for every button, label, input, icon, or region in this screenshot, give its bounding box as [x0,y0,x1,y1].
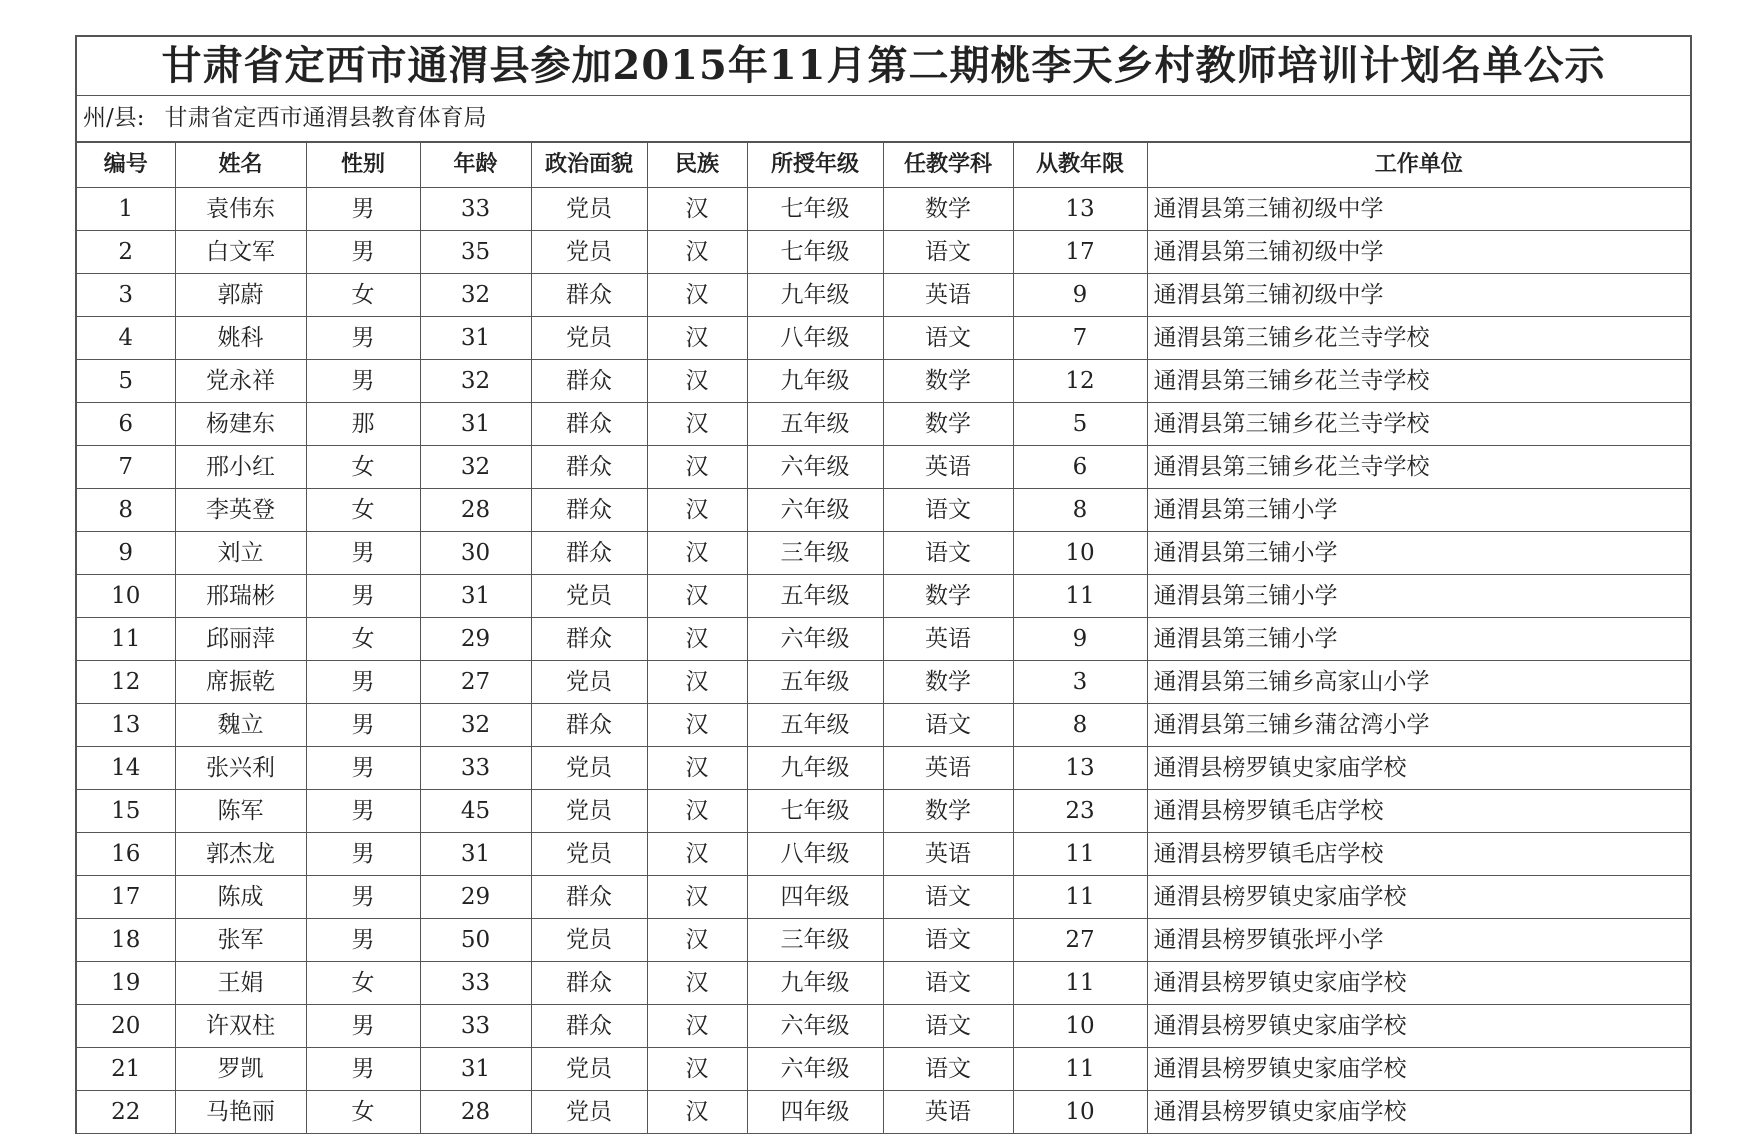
table-row [77,704,1690,747]
cell-col-workplace: 通渭县榜罗镇毛店学校 [1147,790,1690,833]
cell-col-subject: 英语 [883,747,1013,790]
cell-col-political: 党员 [531,1048,647,1091]
cell-col-years: 12 [1013,360,1147,403]
cell-col-ethnicity: 汉 [647,532,747,575]
cell-col-subject: 语文 [883,1048,1013,1091]
cell-col-id: 8 [77,489,175,532]
cell-col-name: 陈军 [175,790,306,833]
cell-col-grade: 四年级 [747,1091,883,1134]
cell-col-years: 23 [1013,790,1147,833]
cell-col-workplace: 通渭县第三铺乡高家山小学 [1147,661,1690,704]
cell-col-age: 31 [420,317,531,360]
cell-col-grade: 六年级 [747,1048,883,1091]
cell-col-subject: 语文 [883,317,1013,360]
cell-col-name: 李英登 [175,489,306,532]
cell-col-grade: 七年级 [747,231,883,274]
cell-col-name: 魏立 [175,704,306,747]
cell-col-age: 27 [420,661,531,704]
cell-col-id: 9 [77,532,175,575]
cell-col-id: 1 [77,188,175,231]
cell-col-workplace: 通渭县榜罗镇史家庙学校 [1147,747,1690,790]
cell-col-gender: 女 [306,489,420,532]
cell-col-ethnicity: 汉 [647,661,747,704]
cell-col-subject: 语文 [883,532,1013,575]
table-row [77,274,1690,317]
cell-col-age: 33 [420,962,531,1005]
cell-col-grade: 三年级 [747,919,883,962]
cell-col-subject: 语文 [883,231,1013,274]
cell-col-name: 张兴利 [175,747,306,790]
table-row [77,747,1690,790]
cell-col-id: 6 [77,403,175,446]
cell-col-years: 6 [1013,446,1147,489]
cell-col-name: 许双柱 [175,1005,306,1048]
cell-col-political: 群众 [531,704,647,747]
cell-col-gender: 男 [306,231,420,274]
cell-col-political: 党员 [531,575,647,618]
cell-col-workplace: 通渭县榜罗镇史家庙学校 [1147,1048,1690,1091]
header-col-ethnicity: 民族 [647,143,747,188]
cell-col-grade: 七年级 [747,188,883,231]
header-col-id: 编号 [77,143,175,188]
cell-col-workplace: 通渭县第三铺乡花兰寺学校 [1147,317,1690,360]
cell-col-political: 党员 [531,317,647,360]
cell-col-years: 9 [1013,274,1147,317]
cell-col-workplace: 通渭县第三铺小学 [1147,575,1690,618]
cell-col-gender: 男 [306,575,420,618]
cell-col-political: 党员 [531,1091,647,1134]
cell-col-name: 杨建东 [175,403,306,446]
cell-col-gender: 男 [306,532,420,575]
table-row [77,790,1690,833]
table-row [77,360,1690,403]
cell-col-id: 20 [77,1005,175,1048]
cell-col-years: 10 [1013,1005,1147,1048]
cell-col-workplace: 通渭县第三铺小学 [1147,532,1690,575]
cell-col-ethnicity: 汉 [647,446,747,489]
cell-col-ethnicity: 汉 [647,919,747,962]
cell-col-ethnicity: 汉 [647,317,747,360]
cell-col-political: 群众 [531,403,647,446]
cell-col-age: 45 [420,790,531,833]
cell-col-years: 10 [1013,1091,1147,1134]
cell-col-grade: 五年级 [747,575,883,618]
cell-col-workplace: 通渭县第三铺初级中学 [1147,274,1690,317]
table-row [77,1005,1690,1048]
cell-col-gender: 男 [306,919,420,962]
cell-col-id: 21 [77,1048,175,1091]
table-row [77,962,1690,1005]
cell-col-ethnicity: 汉 [647,575,747,618]
cell-col-age: 33 [420,1005,531,1048]
cell-col-id: 5 [77,360,175,403]
cell-col-id: 17 [77,876,175,919]
cell-col-age: 33 [420,747,531,790]
cell-col-workplace: 通渭县第三铺初级中学 [1147,188,1690,231]
cell-col-ethnicity: 汉 [647,360,747,403]
cell-col-workplace: 通渭县第三铺小学 [1147,618,1690,661]
region-value: 甘肃省定西市通渭县教育体育局 [164,105,487,131]
cell-col-years: 10 [1013,532,1147,575]
cell-col-ethnicity: 汉 [647,704,747,747]
cell-col-name: 张军 [175,919,306,962]
cell-col-id: 2 [77,231,175,274]
cell-col-political: 党员 [531,231,647,274]
cell-col-gender: 那 [306,403,420,446]
cell-col-grade: 八年级 [747,833,883,876]
cell-col-age: 30 [420,532,531,575]
header-col-political: 政治面貌 [531,143,647,188]
cell-col-grade: 六年级 [747,446,883,489]
cell-col-name: 王娟 [175,962,306,1005]
cell-col-political: 群众 [531,446,647,489]
cell-col-ethnicity: 汉 [647,1048,747,1091]
cell-col-subject: 语文 [883,1005,1013,1048]
table-row [77,876,1690,919]
cell-col-political: 群众 [531,274,647,317]
cell-col-subject: 语文 [883,962,1013,1005]
table-row [77,661,1690,704]
cell-col-ethnicity: 汉 [647,188,747,231]
cell-col-years: 11 [1013,962,1147,1005]
page-title: 甘肃省定西市通渭县参加2015年11月第二期桃李天乡村教师培训计划名单公示 [77,37,1690,96]
cell-col-name: 罗凯 [175,1048,306,1091]
cell-col-id: 16 [77,833,175,876]
cell-col-workplace: 通渭县第三铺乡花兰寺学校 [1147,446,1690,489]
header-col-gender: 性别 [306,143,420,188]
cell-col-grade: 九年级 [747,747,883,790]
cell-col-years: 11 [1013,575,1147,618]
cell-col-political: 党员 [531,188,647,231]
cell-col-ethnicity: 汉 [647,747,747,790]
cell-col-age: 29 [420,876,531,919]
cell-col-workplace: 通渭县榜罗镇史家庙学校 [1147,876,1690,919]
cell-col-grade: 六年级 [747,1005,883,1048]
cell-col-years: 8 [1013,489,1147,532]
cell-col-gender: 男 [306,317,420,360]
cell-col-years: 11 [1013,1048,1147,1091]
cell-col-name: 姚科 [175,317,306,360]
cell-col-workplace: 通渭县第三铺小学 [1147,489,1690,532]
cell-col-grade: 五年级 [747,704,883,747]
cell-col-years: 27 [1013,919,1147,962]
cell-col-id: 11 [77,618,175,661]
cell-col-name: 邢瑞彬 [175,575,306,618]
table-row [77,446,1690,489]
cell-col-id: 13 [77,704,175,747]
cell-col-age: 28 [420,1091,531,1134]
cell-col-grade: 九年级 [747,360,883,403]
cell-col-age: 33 [420,188,531,231]
cell-col-gender: 男 [306,661,420,704]
table-row [77,403,1690,446]
cell-col-grade: 六年级 [747,489,883,532]
cell-col-age: 31 [420,403,531,446]
cell-col-subject: 语文 [883,704,1013,747]
cell-col-political: 群众 [531,489,647,532]
table-row [77,1048,1690,1091]
cell-col-political: 群众 [531,962,647,1005]
cell-col-gender: 男 [306,704,420,747]
header-col-name: 姓名 [175,143,306,188]
cell-col-age: 32 [420,360,531,403]
table-row [77,618,1690,661]
cell-col-id: 15 [77,790,175,833]
cell-col-years: 8 [1013,704,1147,747]
cell-col-workplace: 通渭县第三铺乡蒲岔湾小学 [1147,704,1690,747]
cell-col-political: 群众 [531,532,647,575]
cell-col-gender: 男 [306,1048,420,1091]
cell-col-ethnicity: 汉 [647,833,747,876]
teacher-table [77,143,1690,1134]
cell-col-gender: 男 [306,833,420,876]
cell-col-gender: 女 [306,962,420,1005]
cell-col-subject: 英语 [883,446,1013,489]
cell-col-political: 党员 [531,747,647,790]
table-row [77,575,1690,618]
cell-col-subject: 语文 [883,489,1013,532]
cell-col-subject: 数学 [883,360,1013,403]
cell-col-name: 席振乾 [175,661,306,704]
cell-col-years: 17 [1013,231,1147,274]
cell-col-name: 刘立 [175,532,306,575]
cell-col-political: 党员 [531,790,647,833]
cell-col-id: 18 [77,919,175,962]
cell-col-workplace: 通渭县榜罗镇史家庙学校 [1147,1091,1690,1134]
cell-col-id: 4 [77,317,175,360]
cell-col-years: 7 [1013,317,1147,360]
table-header-row [77,143,1690,188]
header-col-age: 年龄 [420,143,531,188]
cell-col-years: 11 [1013,876,1147,919]
cell-col-gender: 女 [306,274,420,317]
cell-col-id: 3 [77,274,175,317]
cell-col-ethnicity: 汉 [647,231,747,274]
table-row [77,1091,1690,1134]
cell-col-political: 群众 [531,618,647,661]
cell-col-id: 14 [77,747,175,790]
cell-col-ethnicity: 汉 [647,876,747,919]
cell-col-subject: 数学 [883,188,1013,231]
cell-col-age: 29 [420,618,531,661]
cell-col-grade: 八年级 [747,317,883,360]
cell-col-name: 党永祥 [175,360,306,403]
cell-col-political: 党员 [531,661,647,704]
cell-col-gender: 男 [306,790,420,833]
cell-col-political: 群众 [531,1005,647,1048]
cell-col-political: 党员 [531,833,647,876]
table-body [77,188,1690,1134]
cell-col-years: 13 [1013,747,1147,790]
cell-col-subject: 数学 [883,403,1013,446]
cell-col-subject: 英语 [883,833,1013,876]
cell-col-name: 袁伟东 [175,188,306,231]
cell-col-ethnicity: 汉 [647,618,747,661]
cell-col-subject: 英语 [883,618,1013,661]
table-row [77,532,1690,575]
cell-col-workplace: 通渭县榜罗镇毛店学校 [1147,833,1690,876]
header-col-grade: 所授年级 [747,143,883,188]
cell-col-name: 郭杰龙 [175,833,306,876]
cell-col-age: 28 [420,489,531,532]
cell-col-age: 31 [420,833,531,876]
cell-col-age: 35 [420,231,531,274]
header-col-workplace: 工作单位 [1147,143,1690,188]
cell-col-gender: 男 [306,876,420,919]
cell-col-gender: 女 [306,1091,420,1134]
cell-col-years: 9 [1013,618,1147,661]
cell-col-ethnicity: 汉 [647,489,747,532]
cell-col-workplace: 通渭县第三铺乡花兰寺学校 [1147,403,1690,446]
cell-col-gender: 女 [306,446,420,489]
cell-col-years: 13 [1013,188,1147,231]
cell-col-ethnicity: 汉 [647,1005,747,1048]
cell-col-gender: 男 [306,747,420,790]
cell-col-age: 31 [420,575,531,618]
cell-col-age: 50 [420,919,531,962]
table-row [77,317,1690,360]
roster-sheet [75,35,1692,1134]
cell-col-ethnicity: 汉 [647,962,747,1005]
cell-col-id: 12 [77,661,175,704]
cell-col-name: 邱丽萍 [175,618,306,661]
cell-col-id: 22 [77,1091,175,1134]
table-row [77,833,1690,876]
cell-col-id: 7 [77,446,175,489]
cell-col-grade: 七年级 [747,790,883,833]
region-line [77,96,1690,143]
cell-col-gender: 男 [306,1005,420,1048]
cell-col-political: 群众 [531,876,647,919]
table-row [77,919,1690,962]
cell-col-gender: 男 [306,188,420,231]
cell-col-subject: 数学 [883,661,1013,704]
header-col-subject: 任教学科 [883,143,1013,188]
cell-col-age: 32 [420,704,531,747]
cell-col-years: 3 [1013,661,1147,704]
cell-col-ethnicity: 汉 [647,1091,747,1134]
cell-col-subject: 语文 [883,876,1013,919]
cell-col-grade: 五年级 [747,403,883,446]
cell-col-workplace: 通渭县榜罗镇张坪小学 [1147,919,1690,962]
cell-col-id: 19 [77,962,175,1005]
cell-col-ethnicity: 汉 [647,790,747,833]
cell-col-workplace: 通渭县榜罗镇史家庙学校 [1147,962,1690,1005]
cell-col-years: 5 [1013,403,1147,446]
cell-col-subject: 英语 [883,1091,1013,1134]
cell-col-grade: 九年级 [747,962,883,1005]
cell-col-grade: 三年级 [747,532,883,575]
cell-col-name: 陈成 [175,876,306,919]
cell-col-workplace: 通渭县榜罗镇史家庙学校 [1147,1005,1690,1048]
cell-col-age: 31 [420,1048,531,1091]
cell-col-name: 邢小红 [175,446,306,489]
cell-col-grade: 九年级 [747,274,883,317]
region-label: 州/县: [83,105,145,131]
cell-col-name: 白文军 [175,231,306,274]
cell-col-age: 32 [420,446,531,489]
cell-col-grade: 四年级 [747,876,883,919]
cell-col-name: 马艳丽 [175,1091,306,1134]
cell-col-id: 10 [77,575,175,618]
cell-col-gender: 男 [306,360,420,403]
cell-col-name: 郭蔚 [175,274,306,317]
table-row [77,489,1690,532]
table-row [77,231,1690,274]
cell-col-subject: 数学 [883,575,1013,618]
cell-col-grade: 五年级 [747,661,883,704]
cell-col-age: 32 [420,274,531,317]
cell-col-workplace: 通渭县第三铺乡花兰寺学校 [1147,360,1690,403]
cell-col-ethnicity: 汉 [647,274,747,317]
cell-col-subject: 英语 [883,274,1013,317]
table-row [77,188,1690,231]
cell-col-years: 11 [1013,833,1147,876]
cell-col-gender: 女 [306,618,420,661]
cell-col-subject: 数学 [883,790,1013,833]
cell-col-subject: 语文 [883,919,1013,962]
cell-col-grade: 六年级 [747,618,883,661]
cell-col-ethnicity: 汉 [647,403,747,446]
header-col-years: 从教年限 [1013,143,1147,188]
cell-col-workplace: 通渭县第三铺初级中学 [1147,231,1690,274]
cell-col-political: 党员 [531,919,647,962]
cell-col-political: 群众 [531,360,647,403]
